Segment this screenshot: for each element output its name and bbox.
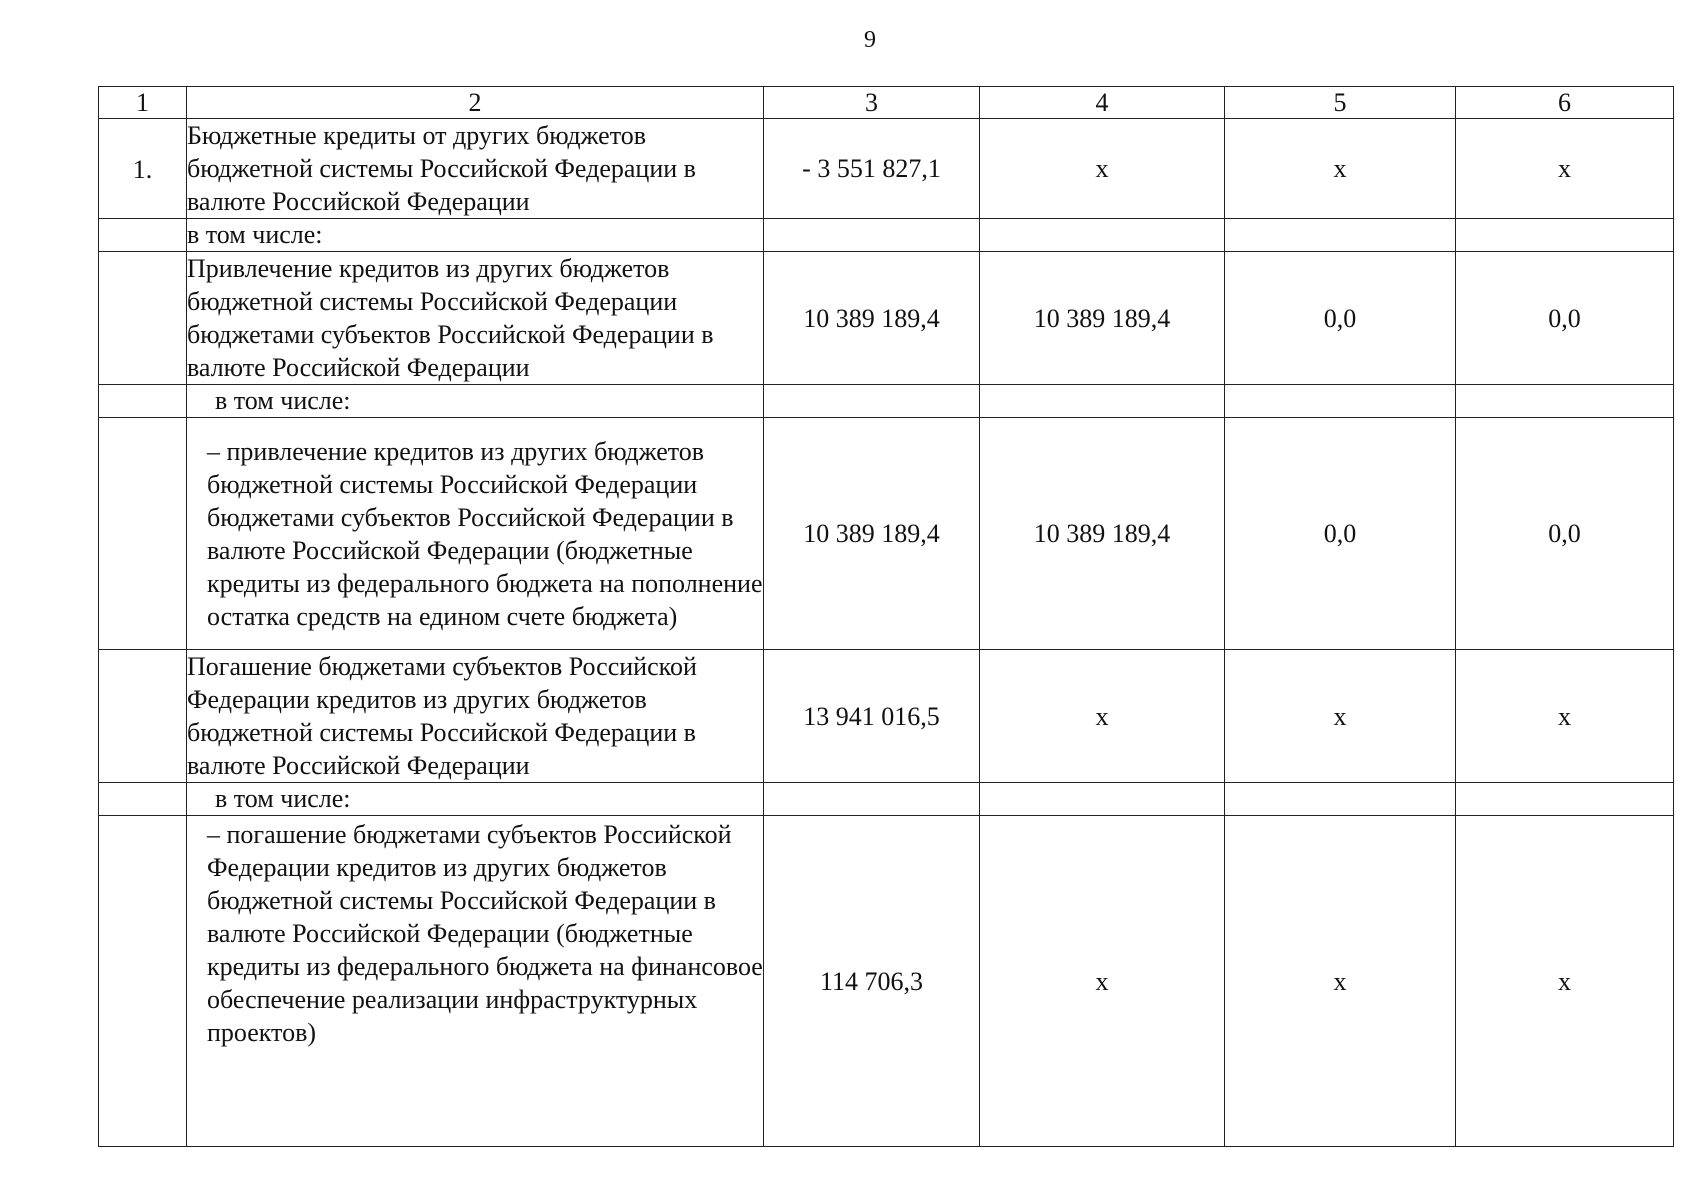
row-value-col5: 0,0 bbox=[1225, 252, 1456, 385]
row-value-col4: х bbox=[980, 650, 1225, 783]
table-row bbox=[99, 650, 1674, 783]
row-value-col3: 10 389 189,4 bbox=[764, 252, 980, 385]
row-index bbox=[99, 783, 187, 816]
row-description: Погашение бюджетами субъектов Российской Федерации кредитов из других бюджетов бюджетной системы Российской Федерации в валюте Российской Федерации bbox=[187, 650, 764, 783]
table-row bbox=[99, 816, 1674, 1147]
row-value-col5 bbox=[1225, 783, 1456, 816]
row-value-col6: х bbox=[1456, 119, 1674, 219]
table-row bbox=[99, 783, 1674, 816]
row-index bbox=[99, 219, 187, 252]
table-row bbox=[99, 385, 1674, 418]
row-value-col6 bbox=[1456, 385, 1674, 418]
row-value-col4: х bbox=[980, 816, 1225, 1147]
row-value-col4: х bbox=[980, 119, 1225, 219]
table-row bbox=[99, 418, 1674, 650]
row-description: в том числе: bbox=[187, 219, 764, 252]
row-value-col4 bbox=[980, 385, 1225, 418]
row-description: Бюджетные кредиты от других бюджетов бюджетной системы Российской Федерации в валюте Российской Федерации bbox=[187, 119, 764, 219]
row-index bbox=[99, 418, 187, 650]
row-value-col5: 0,0 bbox=[1225, 418, 1456, 650]
row-value-col6: 0,0 bbox=[1456, 252, 1674, 385]
row-value-col5: х bbox=[1225, 816, 1456, 1147]
row-index bbox=[99, 252, 187, 385]
column-header: 5 bbox=[1225, 87, 1456, 119]
row-value-col6 bbox=[1456, 219, 1674, 252]
row-value-col4: 10 389 189,4 bbox=[980, 252, 1225, 385]
row-value-col3: 114 706,3 bbox=[764, 816, 980, 1147]
row-value-col6: х bbox=[1456, 650, 1674, 783]
row-index bbox=[99, 650, 187, 783]
row-value-col3 bbox=[764, 783, 980, 816]
row-value-col3 bbox=[764, 385, 980, 418]
row-value-col3: 13 941 016,5 bbox=[764, 650, 980, 783]
row-value-col5 bbox=[1225, 219, 1456, 252]
column-header: 1 bbox=[99, 87, 187, 119]
row-value-col3 bbox=[764, 219, 980, 252]
column-header: 2 bbox=[187, 87, 764, 119]
row-value-col5 bbox=[1225, 385, 1456, 418]
column-header: 6 bbox=[1456, 87, 1674, 119]
row-index: 1. bbox=[99, 119, 187, 219]
row-description: Привлечение кредитов из других бюджетов бюджетной системы Российской Федерации бюджетами субъектов Российской Федерации в валюте Российской Федерации bbox=[187, 252, 764, 385]
column-header: 4 bbox=[980, 87, 1225, 119]
column-header: 3 bbox=[764, 87, 980, 119]
row-value-col6: х bbox=[1456, 816, 1674, 1147]
table-row bbox=[99, 219, 1674, 252]
row-value-col6 bbox=[1456, 783, 1674, 816]
row-description: – привлечение кредитов из других бюджетов бюджетной системы Российской Федерации бюджетами субъектов Российской Федерации в валюте Российской Федерации (бюджетные кредиты из федерального бюджета на пополнение остатка средств на едином счете бюджета) bbox=[187, 418, 764, 650]
row-value-col4 bbox=[980, 219, 1225, 252]
row-description: в том числе: bbox=[187, 385, 764, 418]
budget-credits-table bbox=[98, 86, 1674, 1147]
row-description: – погашение бюджетами субъектов Российской Федерации кредитов из других бюджетов бюджетной системы Российской Федерации в валюте Российской Федерации (бюджетные кредиты из федерального бюджета на финансовое обеспечение реализации инфраструктурных проектов) bbox=[187, 816, 764, 1147]
row-index bbox=[99, 385, 187, 418]
row-value-col6: 0,0 bbox=[1456, 418, 1674, 650]
row-description: в том числе: bbox=[187, 783, 764, 816]
row-value-col4 bbox=[980, 783, 1225, 816]
table-row bbox=[99, 252, 1674, 385]
row-index bbox=[99, 816, 187, 1147]
column-number-row bbox=[99, 87, 1674, 119]
table-row bbox=[99, 119, 1674, 219]
row-value-col3: 10 389 189,4 bbox=[764, 418, 980, 650]
row-value-col3: - 3 551 827,1 bbox=[764, 119, 980, 219]
row-value-col5: х bbox=[1225, 650, 1456, 783]
row-value-col5: х bbox=[1225, 119, 1456, 219]
row-value-col4: 10 389 189,4 bbox=[980, 418, 1225, 650]
page-number: 9 bbox=[864, 27, 876, 53]
